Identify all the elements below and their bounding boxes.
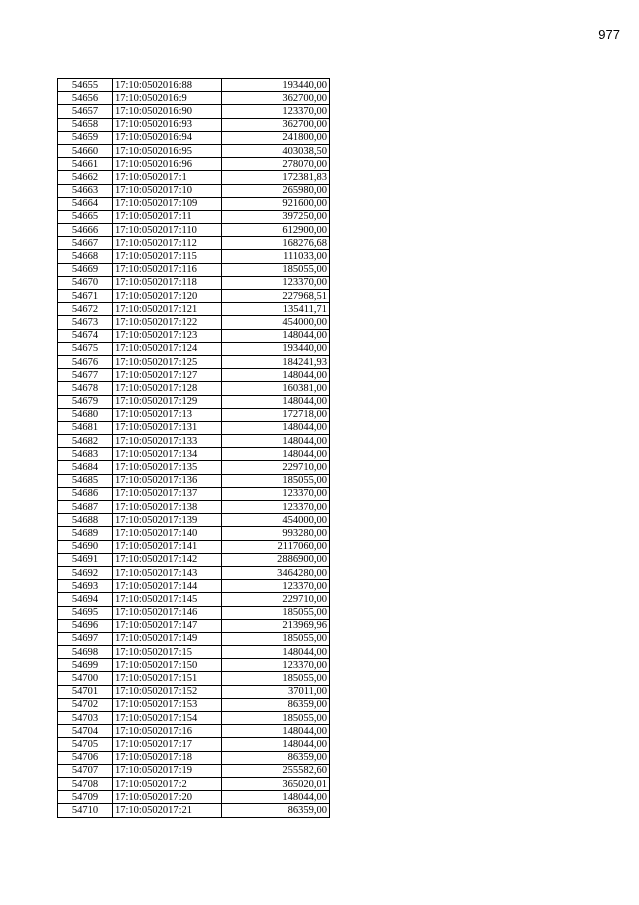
- row-id-cell: 54697: [58, 632, 113, 645]
- row-id-cell: 54678: [58, 382, 113, 395]
- table-row: [58, 131, 330, 144]
- row-id-cell: 54666: [58, 224, 113, 237]
- value-cell: 241800,00: [222, 131, 330, 144]
- row-id-cell: 54658: [58, 118, 113, 131]
- table-row: [58, 448, 330, 461]
- table-body: [58, 79, 330, 818]
- cadastral-number-cell: 17:10:0502017:2: [113, 777, 222, 790]
- cadastral-number-cell: 17:10:0502017:17: [113, 738, 222, 751]
- table-row: [58, 92, 330, 105]
- row-id-cell: 54661: [58, 158, 113, 171]
- value-cell: 365020,01: [222, 777, 330, 790]
- value-cell: 148044,00: [222, 448, 330, 461]
- row-id-cell: 54692: [58, 566, 113, 579]
- row-id-cell: 54684: [58, 461, 113, 474]
- value-cell: 148044,00: [222, 329, 330, 342]
- row-id-cell: 54693: [58, 580, 113, 593]
- value-cell: 185055,00: [222, 474, 330, 487]
- value-cell: 229710,00: [222, 593, 330, 606]
- value-cell: 397250,00: [222, 210, 330, 223]
- table-row: [58, 355, 330, 368]
- value-cell: 123370,00: [222, 105, 330, 118]
- value-cell: 3464280,00: [222, 566, 330, 579]
- row-id-cell: 54668: [58, 250, 113, 263]
- value-cell: 111033,00: [222, 250, 330, 263]
- value-cell: 362700,00: [222, 118, 330, 131]
- table-row: [58, 435, 330, 448]
- cadastral-number-cell: 17:10:0502017:125: [113, 355, 222, 368]
- table-row: [58, 659, 330, 672]
- table-row: [58, 369, 330, 382]
- cadastral-number-cell: 17:10:0502017:131: [113, 421, 222, 434]
- table-row: [58, 421, 330, 434]
- table-row: [58, 540, 330, 553]
- cadastral-number-cell: 17:10:0502016:94: [113, 131, 222, 144]
- value-cell: 148044,00: [222, 369, 330, 382]
- cadastral-number-cell: 17:10:0502017:115: [113, 250, 222, 263]
- row-id-cell: 54676: [58, 355, 113, 368]
- row-id-cell: 54659: [58, 131, 113, 144]
- value-cell: 148044,00: [222, 791, 330, 804]
- cadastral-number-cell: 17:10:0502017:146: [113, 606, 222, 619]
- table-row: [58, 725, 330, 738]
- value-cell: 184241,93: [222, 355, 330, 368]
- table-row: [58, 646, 330, 659]
- row-id-cell: 54701: [58, 685, 113, 698]
- cadastral-number-cell: 17:10:0502017:149: [113, 632, 222, 645]
- row-id-cell: 54694: [58, 593, 113, 606]
- row-id-cell: 54674: [58, 329, 113, 342]
- value-cell: 185055,00: [222, 606, 330, 619]
- row-id-cell: 54699: [58, 659, 113, 672]
- value-cell: 148044,00: [222, 738, 330, 751]
- table-row: [58, 276, 330, 289]
- cadastral-number-cell: 17:10:0502017:121: [113, 303, 222, 316]
- table-row: [58, 606, 330, 619]
- cadastral-number-cell: 17:10:0502017:15: [113, 646, 222, 659]
- value-cell: 213969,96: [222, 619, 330, 632]
- value-cell: 172718,00: [222, 408, 330, 421]
- value-cell: 123370,00: [222, 487, 330, 500]
- value-cell: 135411,71: [222, 303, 330, 316]
- row-id-cell: 54656: [58, 92, 113, 105]
- row-id-cell: 54689: [58, 527, 113, 540]
- cadastral-number-cell: 17:10:0502017:118: [113, 276, 222, 289]
- value-cell: 2886900,00: [222, 553, 330, 566]
- row-id-cell: 54707: [58, 764, 113, 777]
- cadastral-number-cell: 17:10:0502017:142: [113, 553, 222, 566]
- row-id-cell: 54708: [58, 777, 113, 790]
- row-id-cell: 54672: [58, 303, 113, 316]
- table-row: [58, 395, 330, 408]
- row-id-cell: 54673: [58, 316, 113, 329]
- value-cell: 454000,00: [222, 316, 330, 329]
- value-cell: 148044,00: [222, 395, 330, 408]
- cadastral-number-cell: 17:10:0502017:110: [113, 224, 222, 237]
- cadastral-number-cell: 17:10:0502017:153: [113, 698, 222, 711]
- table-row: [58, 487, 330, 500]
- cadastral-number-cell: 17:10:0502017:138: [113, 501, 222, 514]
- cadastral-number-cell: 17:10:0502016:93: [113, 118, 222, 131]
- value-cell: 123370,00: [222, 659, 330, 672]
- row-id-cell: 54679: [58, 395, 113, 408]
- table-row: [58, 514, 330, 527]
- row-id-cell: 54696: [58, 619, 113, 632]
- value-cell: 454000,00: [222, 514, 330, 527]
- cadastral-number-cell: 17:10:0502017:139: [113, 514, 222, 527]
- value-cell: 185055,00: [222, 263, 330, 276]
- row-id-cell: 54688: [58, 514, 113, 527]
- row-id-cell: 54669: [58, 263, 113, 276]
- table-row: [58, 210, 330, 223]
- value-cell: 229710,00: [222, 461, 330, 474]
- cadastral-number-cell: 17:10:0502017:145: [113, 593, 222, 606]
- row-id-cell: 54685: [58, 474, 113, 487]
- cadastral-number-cell: 17:10:0502017:21: [113, 804, 222, 817]
- row-id-cell: 54663: [58, 184, 113, 197]
- cadastral-number-cell: 17:10:0502017:16: [113, 725, 222, 738]
- value-cell: 278070,00: [222, 158, 330, 171]
- cadastral-number-cell: 17:10:0502017:127: [113, 369, 222, 382]
- table-row: [58, 685, 330, 698]
- row-id-cell: 54703: [58, 712, 113, 725]
- row-id-cell: 54667: [58, 237, 113, 250]
- table-row: [58, 263, 330, 276]
- cadastral-number-cell: 17:10:0502016:9: [113, 92, 222, 105]
- row-id-cell: 54662: [58, 171, 113, 184]
- value-cell: 255582,60: [222, 764, 330, 777]
- cadastral-number-cell: 17:10:0502016:88: [113, 79, 222, 92]
- table-row: [58, 303, 330, 316]
- value-cell: 265980,00: [222, 184, 330, 197]
- table-row: [58, 461, 330, 474]
- cadastral-number-cell: 17:10:0502017:122: [113, 316, 222, 329]
- table-row: [58, 632, 330, 645]
- page-number: 977: [598, 27, 620, 42]
- cadastral-number-cell: 17:10:0502017:20: [113, 791, 222, 804]
- value-cell: 2117060,00: [222, 540, 330, 553]
- table-row: [58, 593, 330, 606]
- table-row: [58, 144, 330, 157]
- cadastral-number-cell: 17:10:0502016:90: [113, 105, 222, 118]
- value-cell: 123370,00: [222, 276, 330, 289]
- value-cell: 185055,00: [222, 632, 330, 645]
- cadastral-number-cell: 17:10:0502017:11: [113, 210, 222, 223]
- row-id-cell: 54664: [58, 197, 113, 210]
- value-cell: 86359,00: [222, 698, 330, 711]
- value-cell: 160381,00: [222, 382, 330, 395]
- table-row: [58, 619, 330, 632]
- cadastral-number-cell: 17:10:0502017:129: [113, 395, 222, 408]
- table-row: [58, 527, 330, 540]
- table-row: [58, 382, 330, 395]
- cadastral-number-cell: 17:10:0502017:141: [113, 540, 222, 553]
- cadastral-number-cell: 17:10:0502017:154: [113, 712, 222, 725]
- table-row: [58, 79, 330, 92]
- cadastral-number-cell: 17:10:0502017:19: [113, 764, 222, 777]
- value-cell: 86359,00: [222, 751, 330, 764]
- cadastral-number-cell: 17:10:0502017:143: [113, 566, 222, 579]
- value-cell: 148044,00: [222, 421, 330, 434]
- value-cell: 172381,83: [222, 171, 330, 184]
- cadastral-number-cell: 17:10:0502017:128: [113, 382, 222, 395]
- value-cell: 148044,00: [222, 646, 330, 659]
- row-id-cell: 54682: [58, 435, 113, 448]
- cadastral-number-cell: 17:10:0502017:120: [113, 290, 222, 303]
- row-id-cell: 54681: [58, 421, 113, 434]
- cadastral-number-cell: 17:10:0502017:147: [113, 619, 222, 632]
- row-id-cell: 54687: [58, 501, 113, 514]
- cadastral-number-cell: 17:10:0502017:144: [113, 580, 222, 593]
- value-cell: 168276,68: [222, 237, 330, 250]
- value-cell: 612900,00: [222, 224, 330, 237]
- value-cell: 993280,00: [222, 527, 330, 540]
- cadastral-number-cell: 17:10:0502017:116: [113, 263, 222, 276]
- cadastral-number-cell: 17:10:0502017:140: [113, 527, 222, 540]
- cadastral-number-cell: 17:10:0502017:137: [113, 487, 222, 500]
- table-row: [58, 316, 330, 329]
- table-row: [58, 250, 330, 263]
- cadastral-number-cell: 17:10:0502017:134: [113, 448, 222, 461]
- table-row: [58, 237, 330, 250]
- table-row: [58, 329, 330, 342]
- cadastral-number-cell: 17:10:0502017:109: [113, 197, 222, 210]
- table-row: [58, 118, 330, 131]
- table-row: [58, 566, 330, 579]
- row-id-cell: 54660: [58, 144, 113, 157]
- table-row: [58, 224, 330, 237]
- value-cell: 921600,00: [222, 197, 330, 210]
- table-row: [58, 171, 330, 184]
- table-row: [58, 553, 330, 566]
- value-cell: 193440,00: [222, 342, 330, 355]
- cadastral-number-cell: 17:10:0502016:95: [113, 144, 222, 157]
- value-cell: 37011,00: [222, 685, 330, 698]
- cadastral-number-cell: 17:10:0502017:124: [113, 342, 222, 355]
- row-id-cell: 54704: [58, 725, 113, 738]
- value-cell: 227968,51: [222, 290, 330, 303]
- row-id-cell: 54695: [58, 606, 113, 619]
- cadastral-number-cell: 17:10:0502016:96: [113, 158, 222, 171]
- table-row: [58, 751, 330, 764]
- cadastral-number-cell: 17:10:0502017:13: [113, 408, 222, 421]
- value-cell: 123370,00: [222, 501, 330, 514]
- cadastral-number-cell: 17:10:0502017:133: [113, 435, 222, 448]
- cadastral-number-cell: 17:10:0502017:1: [113, 171, 222, 184]
- row-id-cell: 54675: [58, 342, 113, 355]
- row-id-cell: 54657: [58, 105, 113, 118]
- table-row: [58, 158, 330, 171]
- table-row: [58, 580, 330, 593]
- row-id-cell: 54702: [58, 698, 113, 711]
- table-row: [58, 804, 330, 817]
- row-id-cell: 54680: [58, 408, 113, 421]
- row-id-cell: 54705: [58, 738, 113, 751]
- table-row: [58, 342, 330, 355]
- table-row: [58, 474, 330, 487]
- table-row: [58, 712, 330, 725]
- cadastral-number-cell: 17:10:0502017:112: [113, 237, 222, 250]
- value-cell: 403038,50: [222, 144, 330, 157]
- row-id-cell: 54691: [58, 553, 113, 566]
- row-id-cell: 54683: [58, 448, 113, 461]
- table-row: [58, 791, 330, 804]
- cadastral-number-cell: 17:10:0502017:135: [113, 461, 222, 474]
- table-row: [58, 501, 330, 514]
- value-cell: 185055,00: [222, 712, 330, 725]
- row-id-cell: 54665: [58, 210, 113, 223]
- row-id-cell: 54677: [58, 369, 113, 382]
- table-row: [58, 290, 330, 303]
- cadastral-number-cell: 17:10:0502017:10: [113, 184, 222, 197]
- table-row: [58, 738, 330, 751]
- table-row: [58, 105, 330, 118]
- row-id-cell: 54698: [58, 646, 113, 659]
- table-row: [58, 698, 330, 711]
- table-row: [58, 777, 330, 790]
- row-id-cell: 54706: [58, 751, 113, 764]
- row-id-cell: 54690: [58, 540, 113, 553]
- table-row: [58, 408, 330, 421]
- cadastral-number-cell: 17:10:0502017:18: [113, 751, 222, 764]
- cadastral-number-cell: 17:10:0502017:150: [113, 659, 222, 672]
- table-row: [58, 764, 330, 777]
- value-cell: 148044,00: [222, 435, 330, 448]
- table-row: [58, 197, 330, 210]
- table-row: [58, 672, 330, 685]
- value-cell: 193440,00: [222, 79, 330, 92]
- row-id-cell: 54655: [58, 79, 113, 92]
- cadastral-number-cell: 17:10:0502017:123: [113, 329, 222, 342]
- value-cell: 362700,00: [222, 92, 330, 105]
- row-id-cell: 54710: [58, 804, 113, 817]
- cadastral-value-table: [57, 78, 330, 818]
- row-id-cell: 54709: [58, 791, 113, 804]
- value-cell: 148044,00: [222, 725, 330, 738]
- value-cell: 123370,00: [222, 580, 330, 593]
- table-row: [58, 184, 330, 197]
- row-id-cell: 54700: [58, 672, 113, 685]
- row-id-cell: 54686: [58, 487, 113, 500]
- row-id-cell: 54670: [58, 276, 113, 289]
- cadastral-number-cell: 17:10:0502017:151: [113, 672, 222, 685]
- value-cell: 86359,00: [222, 804, 330, 817]
- value-cell: 185055,00: [222, 672, 330, 685]
- cadastral-number-cell: 17:10:0502017:152: [113, 685, 222, 698]
- cadastral-number-cell: 17:10:0502017:136: [113, 474, 222, 487]
- row-id-cell: 54671: [58, 290, 113, 303]
